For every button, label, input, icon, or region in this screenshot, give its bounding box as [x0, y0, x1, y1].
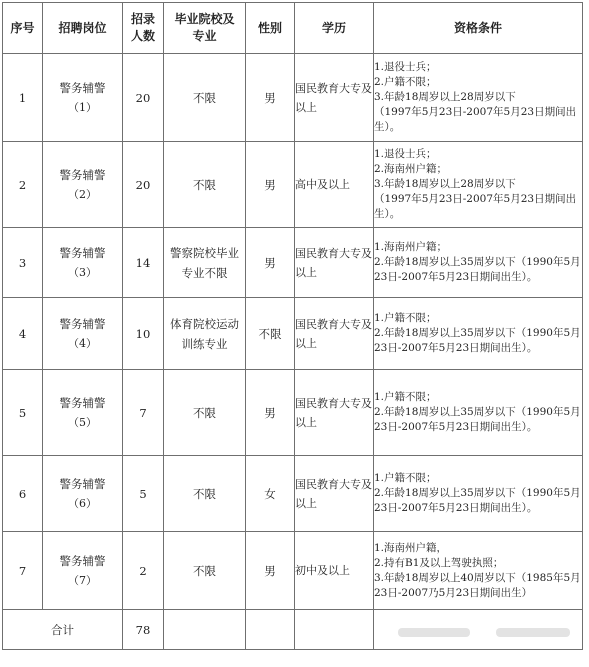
header-major-line2: 专业: [192, 29, 217, 43]
position-index: （4）: [68, 336, 97, 350]
qualification-line: 2.年龄18周岁以上35周岁以下（1990年5月23日-2007年5月23日期间出生）。: [374, 487, 581, 514]
table-row: [3, 370, 583, 456]
position-cell: [43, 456, 123, 532]
qualification-line: 1.户籍不限；: [374, 312, 437, 324]
qualifications-cell: [374, 532, 583, 610]
qualification-line: 3.年龄18周岁以上28周岁以下: [374, 178, 516, 190]
education-cell: 初中及以上: [295, 532, 374, 610]
qualification-line: 2.年龄18周岁以上35周岁以下（1990年5月23日-2007年5月23日期间出生）。: [374, 256, 581, 283]
header-position: 招聘岗位: [43, 3, 123, 54]
major-cell: 不限: [164, 532, 246, 610]
position-index: （1）: [68, 100, 97, 114]
education-cell: 国民教育大专及以上: [295, 298, 374, 370]
header-count-line2: 人数: [130, 29, 155, 43]
count-cell: 7: [123, 370, 164, 456]
seq-cell: 4: [3, 298, 43, 370]
position-index: （7）: [68, 573, 97, 587]
position-index: （3）: [68, 265, 97, 279]
qualification-line: 1.户籍不限；: [374, 391, 437, 403]
education-cell: 国民教育大专及以上: [295, 54, 374, 142]
table-row: [3, 456, 583, 532]
qualifications-cell: [374, 228, 583, 298]
gender-cell: 不限: [246, 298, 295, 370]
position-cell: [43, 370, 123, 456]
qualifications-cell: [374, 142, 583, 228]
gender-cell: 男: [246, 532, 295, 610]
table-row: [3, 532, 583, 610]
qualification-line: 1.户籍不限；: [374, 472, 437, 484]
count-cell: 10: [123, 298, 164, 370]
watermark-blur: [496, 628, 570, 637]
position-cell: [43, 532, 123, 610]
gender-cell: 男: [246, 54, 295, 142]
gender-cell: 女: [246, 456, 295, 532]
qualification-line: 1.海南州户籍；: [374, 241, 448, 253]
qualification-line: 2.海南州户籍；: [374, 163, 448, 175]
qualification-line: 2.持有B1及以上驾驶执照；: [374, 556, 504, 569]
count-cell: 14: [123, 228, 164, 298]
seq-cell: 6: [3, 456, 43, 532]
header-education: 学历: [295, 3, 374, 54]
qualification-line: 1.退役士兵；: [374, 148, 437, 160]
count-cell: 20: [123, 142, 164, 228]
total-empty-cell: [295, 610, 374, 650]
header-count: [123, 3, 164, 54]
major-cell: 不限: [164, 456, 246, 532]
qualifications-cell: [374, 298, 583, 370]
seq-cell: 3: [3, 228, 43, 298]
qualifications-cell: [374, 54, 583, 142]
major-cell: 不限: [164, 54, 246, 142]
count-cell: 20: [123, 54, 164, 142]
position-name: 警务辅警: [59, 80, 106, 95]
qualification-line: 3.年龄18周岁以上40周岁以下（1985年5月23日-2007乃5月23日期间出生）: [374, 571, 581, 599]
header-major: [164, 3, 246, 54]
position-name: 警务辅警: [59, 167, 106, 182]
qualification-line: 3.年龄18周岁以上28周岁以下: [374, 91, 516, 103]
position-name: 警务辅警: [59, 553, 106, 568]
header-qualifications: 资格条件: [374, 3, 583, 54]
count-cell: 5: [123, 456, 164, 532]
position-index: （5）: [68, 415, 97, 429]
education-cell: 国民教育大专及以上: [295, 228, 374, 298]
major-cell: 不限: [164, 142, 246, 228]
qualification-line: （1997年5月23日-2007年5月23日期间出生）。: [374, 193, 577, 220]
gender-cell: 男: [246, 370, 295, 456]
header-row: [3, 3, 583, 54]
total-empty-cell: [246, 610, 295, 650]
table-row: [3, 142, 583, 228]
position-cell: [43, 142, 123, 228]
seq-cell: 5: [3, 370, 43, 456]
total-label: 合计: [3, 610, 123, 650]
table-row: [3, 54, 583, 142]
table-row: [3, 298, 583, 370]
position-name: 警务辅警: [59, 395, 106, 410]
qualifications-cell: [374, 456, 583, 532]
position-name: 警务辅警: [59, 476, 106, 491]
qualification-line: （1997年5月23日-2007年5月23日期间出生）。: [374, 106, 577, 133]
qualifications-cell: [374, 370, 583, 456]
position-cell: [43, 298, 123, 370]
qualification-line: 1.海南州户籍，: [374, 541, 448, 554]
seq-cell: 7: [3, 532, 43, 610]
header-major-line1: 毕业院校及: [174, 12, 235, 26]
major-cell: 不限: [164, 370, 246, 456]
major-cell: 体育院校运动训练专业: [164, 298, 246, 370]
table-row: [3, 228, 583, 298]
position-cell: [43, 54, 123, 142]
major-cell: 警察院校毕业专业不限: [164, 228, 246, 298]
count-cell: 2: [123, 532, 164, 610]
education-cell: 国民教育大专及以上: [295, 370, 374, 456]
qualification-line: 2.户籍不限；: [374, 76, 437, 88]
position-name: 警务辅警: [59, 316, 106, 331]
seq-cell: 2: [3, 142, 43, 228]
gender-cell: 男: [246, 228, 295, 298]
position-name: 警务辅警: [59, 245, 106, 260]
watermark-blur: [398, 628, 470, 637]
qualification-line: 2.年龄18周岁以上35周岁以下（1990年5月23日-2007年5月23日期间出生）。: [374, 327, 581, 354]
total-empty-cell: [164, 610, 246, 650]
education-cell: 高中及以上: [295, 142, 374, 228]
seq-cell: 1: [3, 54, 43, 142]
position-cell: [43, 228, 123, 298]
education-cell: 国民教育大专及以上: [295, 456, 374, 532]
header-gender: 性别: [246, 3, 295, 54]
gender-cell: 男: [246, 142, 295, 228]
recruitment-table: [2, 2, 583, 650]
position-index: （6）: [68, 496, 97, 510]
qualification-line: 2.年龄18周岁以上35周岁以下（1990年5月23日-2007年5月23日期间出生）。: [374, 406, 581, 433]
header-count-line1: 招录: [130, 12, 155, 26]
qualification-line: 1.退役士兵；: [374, 61, 437, 73]
total-count: 78: [123, 610, 164, 650]
header-seq: 序号: [3, 3, 43, 54]
position-index: （2）: [68, 187, 97, 201]
